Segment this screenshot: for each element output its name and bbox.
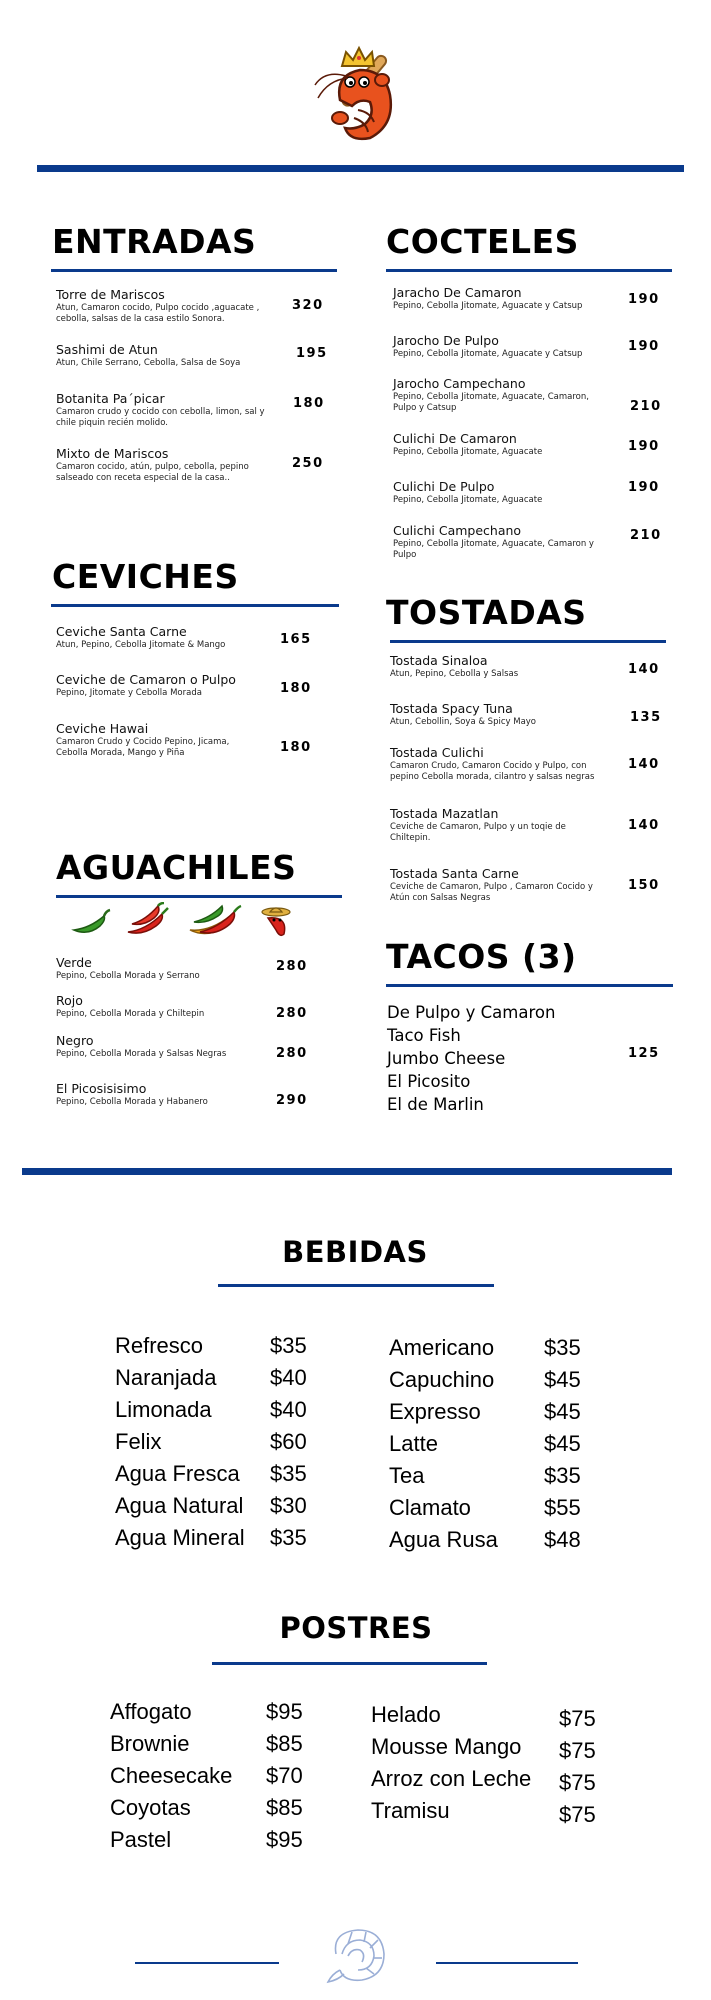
item-price: 210 [630,528,662,543]
taco-item: Jumbo Cheese [387,1049,506,1068]
menu-item: Torre de Mariscos Atun, Camaron cocido, Pulpo cocido ,aguacate , cebolla, salsas de la casa estilo Sonora. [56,287,260,324]
drink-item: Naranjada $40 [115,1365,307,1390]
tacos-price: 125 [628,1046,660,1061]
menu-item: Jarocho Campechano Pepino, Cebolla Jitomate, Aguacate, Camaron, Pulpo y Catsup [393,376,589,413]
item-price: 140 [628,662,660,677]
drink-item: Tea $35 [389,1463,581,1488]
menu-item: Ceviche Santa Carne Atun, Pepino, Cebolla Jitomate & Mango [56,624,226,650]
menu-item: Jaracho De Camaron Pepino, Cebolla Jitomate, Aguacate y Catsup [393,285,583,311]
bebidas-underline [218,1284,494,1287]
taco-item: El Picosito [387,1072,471,1091]
menu-item: Tostada Culichi Camaron Crudo, Camaron Cocido y Pulpo, con pepino Cebolla morada, cilantro y salsas negras [390,745,595,782]
footer-line-left [135,1962,279,1964]
menu-item: Verde Pepino, Cebolla Morada y Serrano [56,955,200,981]
menu-item: Tostada Sinaloa Atun, Pepino, Cebolla y Salsas [390,653,519,679]
dessert-item: Cheesecake $70 [110,1763,303,1788]
dessert-item: Tramisu $75 [371,1798,596,1827]
menu-item: Culichi De Pulpo Pepino, Cebolla Jitomate, Aguacate [393,479,543,505]
dessert-item: Arroz con Leche $75 [371,1766,596,1795]
tacos-title: TACOS (3) [386,937,577,976]
menu-item: El Picosisisimo Pepino, Cebolla Morada y Habanero [56,1081,208,1107]
top-divider [37,165,684,172]
drink-item: Agua Mineral $35 [115,1525,307,1550]
item-price: 280 [276,959,308,974]
ceviches-underline [51,604,339,607]
tacos-underline [386,984,673,987]
menu-item: Culichi Campechano Pepino, Cebolla Jitomate, Aguacate, Camaron y Pulpo [393,523,594,560]
aguachiles-underline [56,895,342,898]
item-price: 150 [628,878,660,893]
drink-item: Latte $45 [389,1431,581,1456]
green-chile-icon [70,908,112,940]
red-chiles-icon [124,902,172,942]
mid-divider [22,1168,672,1175]
menu-item: Tostada Spacy Tuna Atun, Cebollin, Soya & Spicy Mayo [390,701,537,727]
bebidas-title: BEBIDAS [282,1235,428,1269]
entradas-underline [51,269,337,272]
menu-item: Sashimi de Atun Atun, Chile Serrano, Cebolla, Salsa de Soya [56,342,241,368]
menu-item: Rojo Pepino, Cebolla Morada y Chiltepin [56,993,205,1019]
cocteles-title: COCTELES [386,222,579,261]
tacos-list [387,1001,555,1116]
item-price: 140 [628,818,660,833]
menu-item: Jarocho De Pulpo Pepino, Cebolla Jitomate, Aguacate y Catsup [393,333,583,359]
chile-sombrero-icon [258,904,296,942]
drink-item: Americano $35 [389,1335,581,1360]
item-price: 190 [628,339,660,354]
drink-item: Agua Natural $30 [115,1493,307,1518]
item-price: 280 [276,1046,308,1061]
footer-line-right [436,1962,578,1964]
item-price: 190 [628,480,660,495]
item-price: 210 [630,399,662,414]
menu-item: Tostada Mazatlan Ceviche de Camaron, Pulpo y un toqie de Chiltepin. [390,806,566,843]
taco-item: De Pulpo y Camaron [387,1003,556,1022]
drink-item: Felix $60 [115,1429,307,1454]
item-price: 190 [628,292,660,307]
drink-item: Limonada $40 [115,1397,307,1422]
cocteles-underline [386,269,672,272]
entradas-title: ENTRADAS [52,222,257,261]
item-price: 165 [280,632,312,647]
dessert-item: Brownie $85 [110,1731,303,1756]
item-price: 250 [292,456,324,471]
dessert-item: Coyotas $85 [110,1795,303,1820]
menu-item: Ceviche de Camaron o Pulpo Pepino, Jitomate y Cebolla Morada [56,672,236,698]
menu-item: Culichi De Camaron Pepino, Cebolla Jitomate, Aguacate [393,431,543,457]
item-price: 320 [292,298,324,313]
menu-item: Botanita Pa´picar Camaron crudo y cocido con cebolla, limon, sal y chile piquin recién molido. [56,391,265,428]
item-price: 190 [628,439,660,454]
menu-item: Negro Pepino, Cebolla Morada y Salsas Negras [56,1033,227,1059]
postres-title: POSTRES [279,1611,433,1645]
drink-item: Clamato $55 [389,1495,581,1520]
item-price: 290 [276,1093,308,1108]
dessert-item: Pastel $95 [110,1827,303,1852]
taco-item: El de Marlin [387,1095,484,1114]
drink-item: Refresco $35 [115,1333,307,1358]
item-price: 180 [280,681,312,696]
menu-item: Tostada Santa Carne Ceviche de Camaron, Pulpo , Camaron Cocido y Atún con Salsas Negras [390,866,593,903]
aguachiles-title: AGUACHILES [56,848,297,887]
menu-item: Ceviche Hawai Camaron Crudo y Cocido Pepino, Jicama, Cebolla Morada, Mango y Piña [56,721,230,758]
item-price: 280 [276,1006,308,1021]
shrimp-outline-icon [322,1924,392,1990]
drink-item: Agua Rusa $48 [389,1527,581,1552]
drink-item: Agua Fresca $35 [115,1461,307,1486]
drink-item: Capuchino $45 [389,1367,581,1392]
drink-item: Expresso $45 [389,1399,581,1424]
dessert-item: Helado $75 [371,1702,596,1731]
shrimp-king-logo [310,40,415,145]
item-price: 180 [293,396,325,411]
dessert-item: Affogato $95 [110,1699,303,1724]
item-price: 135 [630,710,662,725]
dessert-item: Mousse Mango $75 [371,1734,596,1763]
item-price: 195 [296,346,328,361]
ceviches-title: CEVICHES [52,557,239,596]
taco-item: Taco Fish [387,1026,461,1045]
tostadas-title: TOSTADAS [386,593,587,632]
item-price: 140 [628,757,660,772]
item-price: 180 [280,740,312,755]
mixed-chiles-icon [186,902,244,942]
postres-underline [212,1662,487,1665]
tostadas-underline [390,640,666,643]
menu-item: Mixto de Mariscos Camaron cocido, atún, pulpo, cebolla, pepino salseado con receta especial de la casa.. [56,446,249,483]
